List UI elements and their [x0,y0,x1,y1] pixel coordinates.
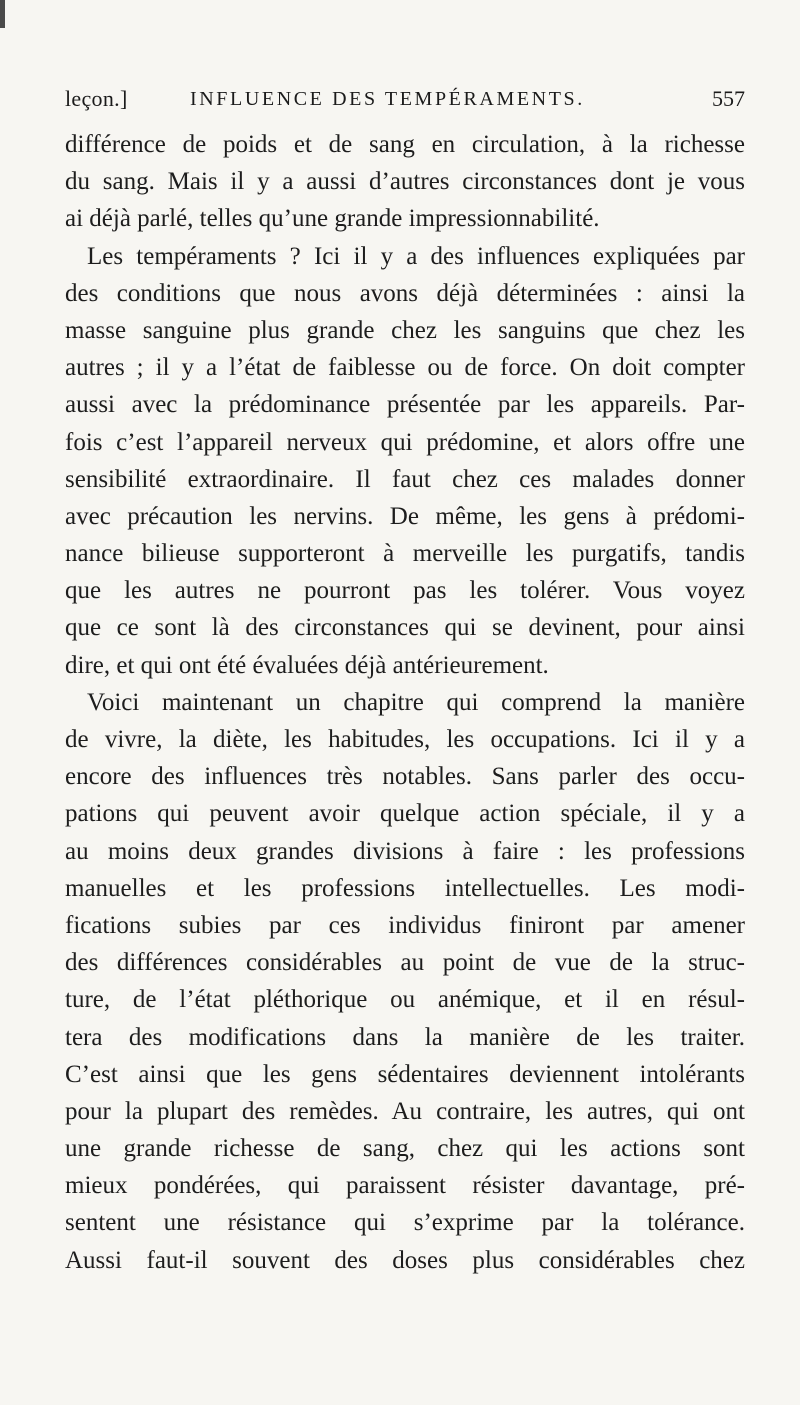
text-line: aussi avec la prédominance présentée par les appareils. Par- [65,391,745,419]
text-line: encore des influences très notables. Sans parler des occu- [65,763,745,791]
text-line: des différences considérables au point de vue de la struc- [65,949,745,977]
text-line: tera des modifications dans la manière de les traiter. [65,1023,745,1051]
running-header [65,84,745,114]
text-line: de vivre, la diète, les habitudes, les occupations. Ici il y a [65,726,745,753]
scan-edge-mark [0,0,5,28]
text-line: nance bilieuse supporteront à merveille les purgatifs, tandis [65,540,745,568]
text-line: ai déjà parlé, telles qu’une grande impressionnabilité. [65,205,600,233]
text-line: différence de poids et de sang en circulation, à la richesse [65,131,745,158]
text-line: sentent une résistance qui s’exprime par la tolérance. [65,1209,745,1237]
text-line: que ce sont là des circonstances qui se devinent, pour ainsi [65,614,745,642]
text-line: du sang. Mais il y a aussi d’autres circonstances dont je vous [65,168,745,196]
text-line: pour la plupart des remèdes. Au contraire, les autres, qui ont [65,1097,745,1125]
text-line: masse sanguine plus grande chez les sanguins que chez les [65,316,745,344]
text-line: manuelles et les professions intellectuelles. Les modi- [65,874,745,902]
header-title: INFLUENCE DES TEMPÉRAMENTS. [190,88,585,110]
text-line: mieux pondérées, qui paraissent résister davantage, pré- [65,1172,745,1200]
body-text [65,126,745,1279]
text-line: C’est ainsi que les gens sédentaires deviennent intolérants [65,1060,745,1088]
page-number: 557 [712,86,745,111]
text-line: une grande richesse de sang, chez qui les actions sont [65,1135,745,1163]
text-line: Les tempéraments ? Ici il y a des influences expliquées par [87,242,745,270]
text-line: des conditions que nous avons déjà déterminées : ainsi la [65,279,745,307]
header-lecon: leçon.] [65,86,128,111]
text-line: avec précaution les nervins. De même, les gens à prédomi- [65,502,745,530]
text-line: ture, de l’état pléthorique ou anémique, et il en résul- [65,986,745,1014]
text-line: fications subies par ces individus finiront par amener [65,911,745,939]
text-line: fois c’est l’appareil nerveux qui prédomine, et alors offre une [65,428,745,456]
text-line: que les autres ne pourront pas les tolérer. Vous voyez [65,577,745,605]
text-line: autres ; il y a l’état de faiblesse ou de force. On doit compter [65,354,745,382]
text-line: Voici maintenant un chapitre qui comprend la manière [87,688,745,716]
text-line: pations qui peuvent avoir quelque action spéciale, il y a [65,800,745,828]
text-line: sensibilité extraordinaire. Il faut chez ces malades donner [65,465,745,493]
text-line: Aussi faut-il souvent des doses plus considérables chez [65,1246,745,1274]
text-line: dire, et qui ont été évaluées déjà antérieurement. [65,651,549,679]
text-line: au moins deux grandes divisions à faire : les professions [65,837,745,865]
